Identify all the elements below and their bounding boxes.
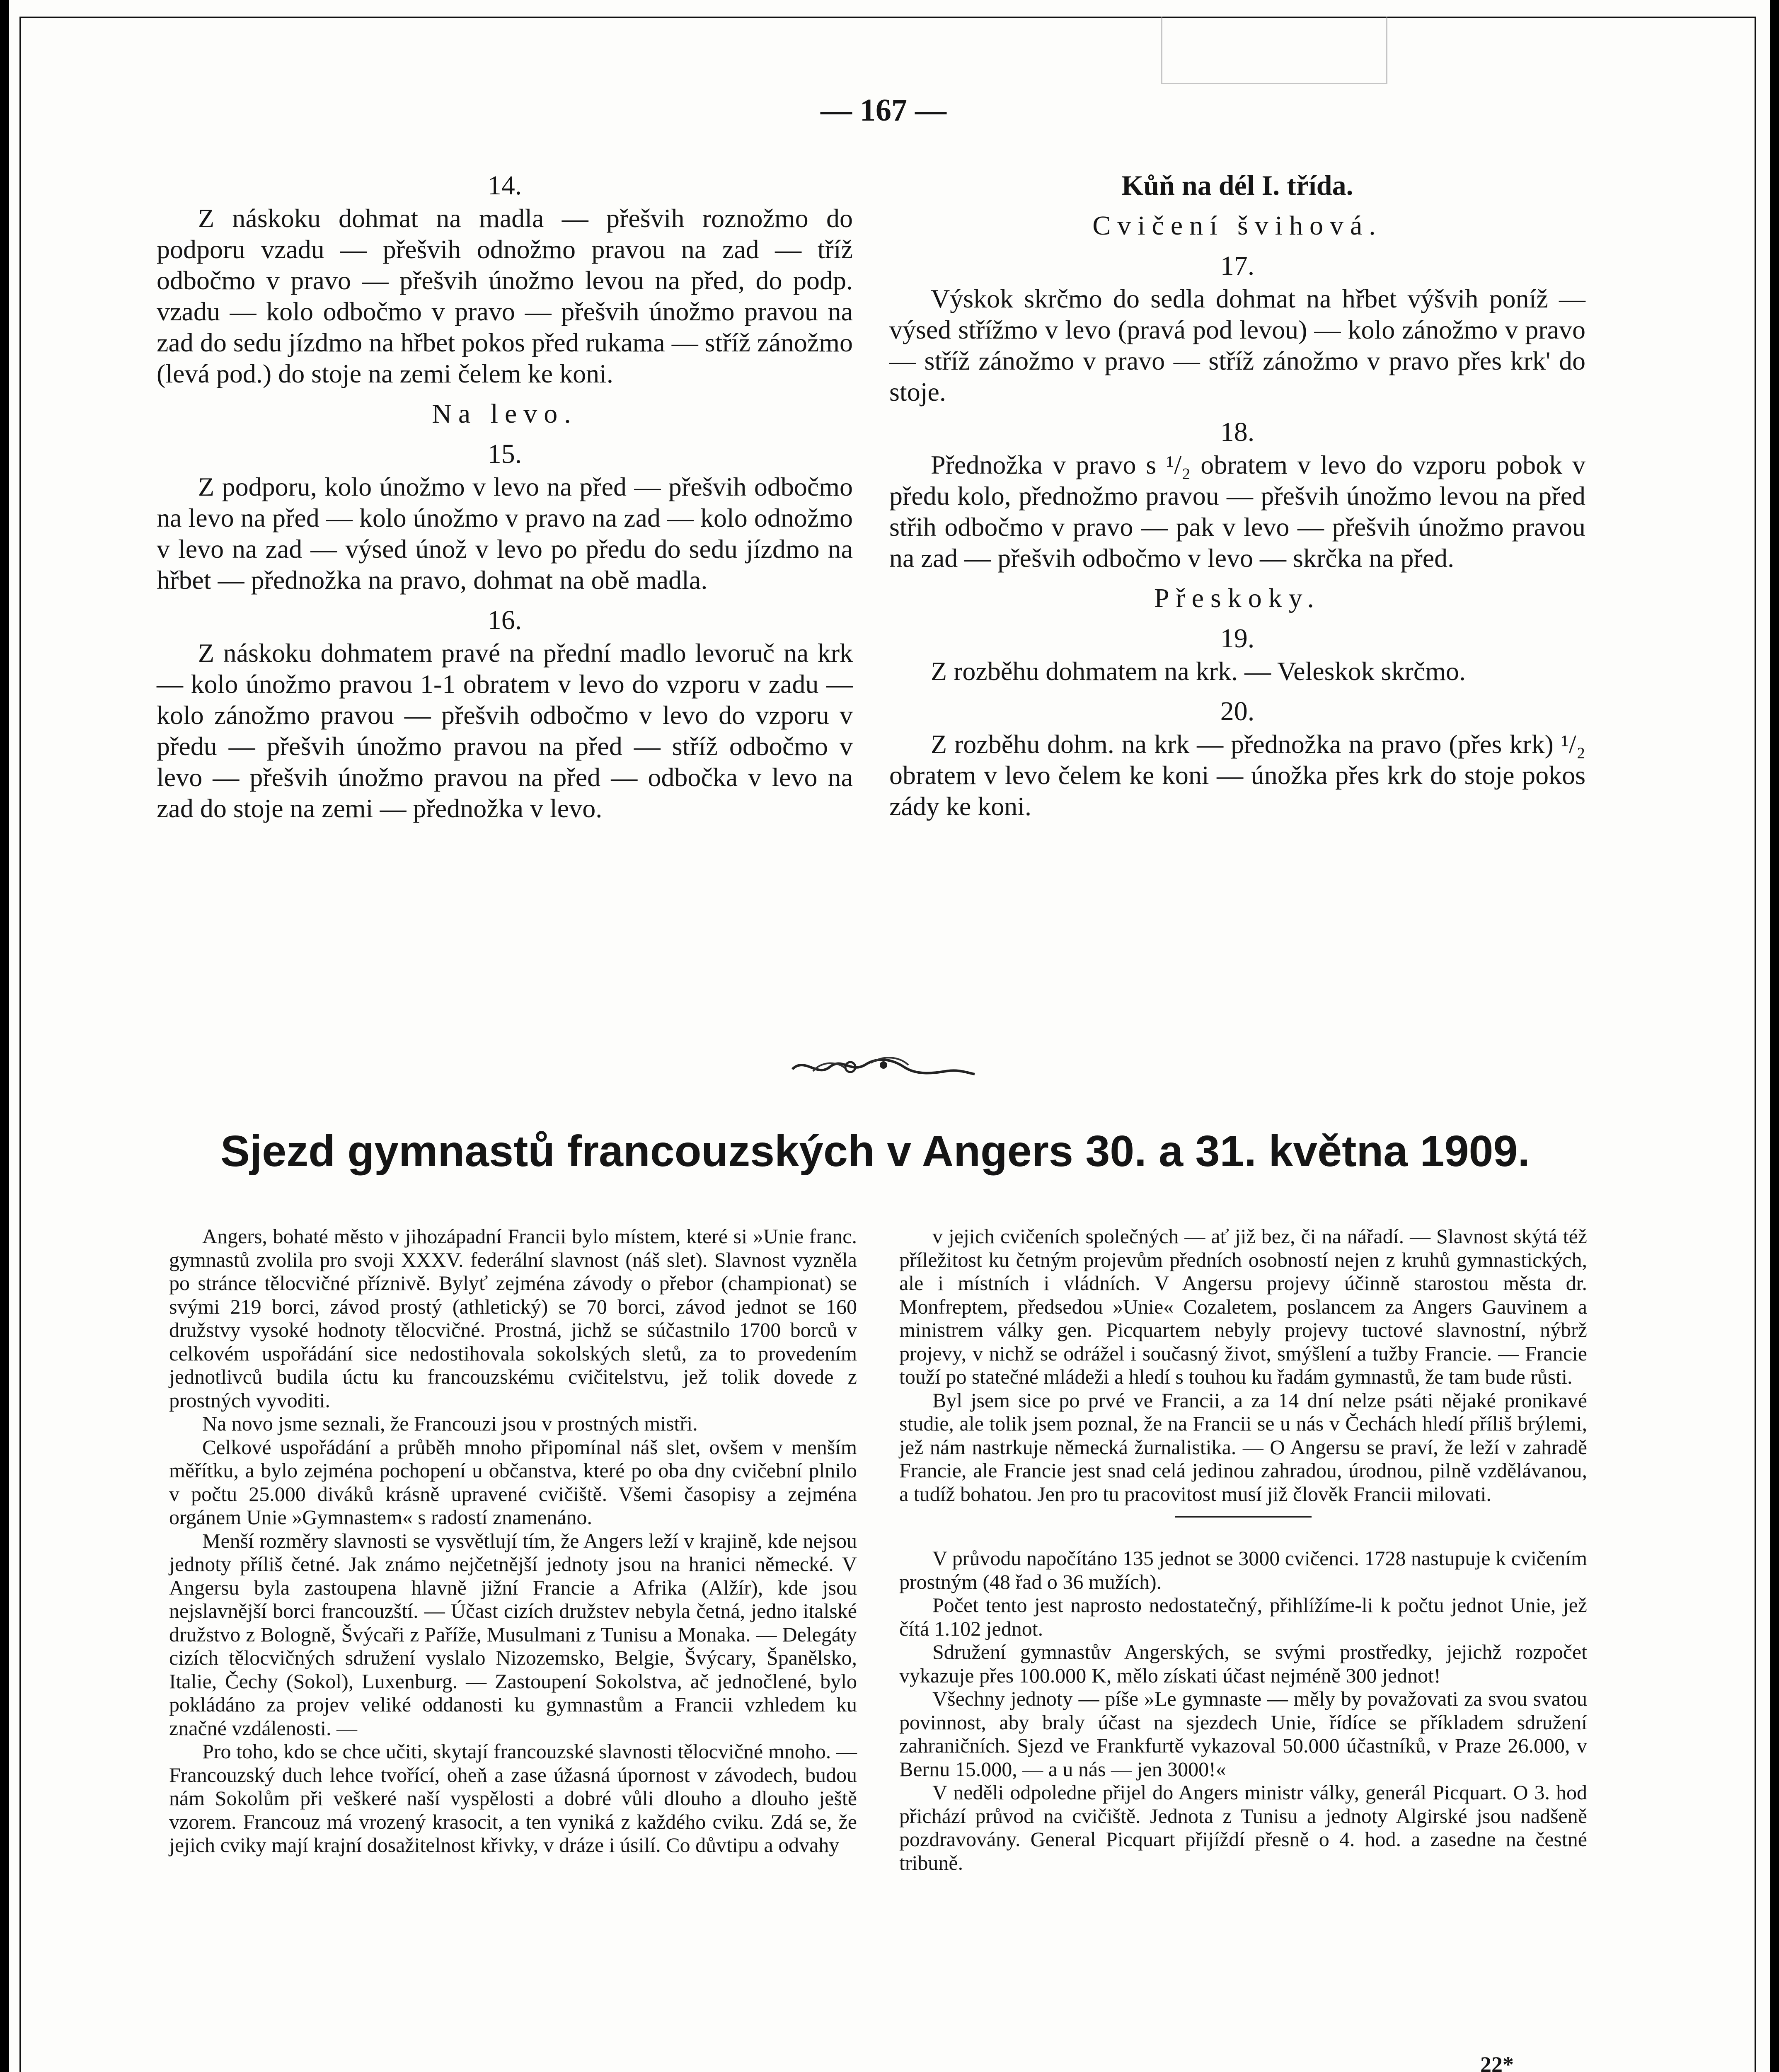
section-heading: Cvičení švihová. bbox=[1092, 211, 1382, 241]
right-exercise-column bbox=[889, 170, 1585, 822]
exercise-number: 16. bbox=[487, 605, 522, 635]
printer-signature: 22* bbox=[1480, 2052, 1514, 2072]
article-headline: Sjezd gymnastů francouzských v Angers 30. a 31. května 1909. bbox=[220, 1127, 1530, 1176]
section-rule bbox=[1175, 1516, 1312, 1518]
article-paragraph: Byl jsem sice po prvé ve Francii, a za 14 dní nelze psáti nějaké pronikavé studie, ale tolik jsem poznal, že na Francii se u nás v Čechách hledí příliš brýlemi, jež nám nastrkuje německá žurnalistika. — O Angersu se praví, že leží v zahradě Francie, ale Francie jest snad celá jedinou zahradou, úrodnou, pilně vzdělávanou, a tudíž bohatou. Jen pro tu pracovitost musí již člověk Francii milovati. bbox=[899, 1388, 1587, 1506]
library-stamp-mark bbox=[1161, 17, 1387, 84]
exercise-text: Z rozběhu dohmatem na krk. — Veleskok skrčmo. bbox=[931, 656, 1466, 686]
article-paragraph: Celkové uspořádání a průběh mnoho připomínal náš slet, ovšem v menším měřítku, a bylo zejména pochopení u občanstva, které po oba dny cvičební plnilo v počtu 25.000 diváků krásně upravené cvičiště. Všemi časopisy a zejména orgánem Unie »Gymnastem« s radostí znamenáno. bbox=[169, 1435, 857, 1529]
page-number: — 167 — bbox=[821, 93, 946, 128]
exercise-text: Z náskoku dohmat na madla — přešvih roznožmo do podporu vzadu — přešvih odnožmo pravou na zad — tříž odbočmo v pravo — přešvih únožmo levou na před, do podp. vzadu — kolo odbočmo v pravo — přešvih únožmo pravou na zad do sedu jízdmo na hřbet pokos před rukama — stříž zánožmo (levá pod.) do stoje na zemi čelem ke koni. bbox=[157, 203, 853, 388]
article-left-column bbox=[169, 1225, 857, 1857]
article-paragraph: Počet tento jest naprosto nedostatečný, přihlížíme-li k počtu jednot Unie, jež čítá 1.102 jednot. bbox=[899, 1593, 1587, 1640]
scanned-page bbox=[9, 0, 1770, 2072]
exercise-number: 19. bbox=[1220, 623, 1255, 654]
left-exercise-column bbox=[157, 170, 853, 824]
article-paragraph: Pro toho, kdo se chce učiti, skytají francouzské slavnosti tělocvičné mnoho. — Francouzský duch lehce tvořící, oheň a zase úžasná úpornost v závodech, budou nám Sokolům při veškeré naší vyspělosti a dobré vůli dlouho a dlouho ještě vzorem. Francouz má vrozený krasocit, a ten vyniká z každého cviku. Zdá se, že jejich cviky mají krajní dosažitelnost křivky, v dráze i úsilí. Co důvtipu a odvahy bbox=[169, 1740, 857, 1857]
article-paragraph: Všechny jednoty — píše »Le gymnaste — měly by považovati za svou svatou povinnost, aby braly účast na sjezdech Unie, řídíce se příkladem sdružení zahraničních. Sjezd ve Frankfurtě vykazoval 50.000 účastníků, v Praze 26.000, v Bernu 15.000, — a u nás — jen 3000!« bbox=[899, 1687, 1587, 1781]
exercise-number: 20. bbox=[1220, 696, 1255, 726]
section-heading: Přeskoky. bbox=[1154, 583, 1321, 613]
exercise-text: Z náskoku dohmatem pravé na přední madlo levoruč na krk — kolo únožmo pravou 1-1 obratem v levo do vzporu v zadu — kolo zánožmo pravou — přešvih odbočmo v levo do vzporu v předu — přešvih únožmo pravou na před — stříž odbočmo v levo — přešvih únožmo pravou na před — odbočka v levo na zad do stoje na zemi — přednožka v levo. bbox=[157, 638, 853, 823]
section-heading: Na levo. bbox=[432, 399, 578, 429]
article-paragraph: Menší rozměry slavnosti se vysvětlují tím, že Angers leží v krajině, kde nejsou jednoty příliš četné. Jak známo nejčetnější jednoty jsou na hranici německé. V Angersu byla zastoupena hlavně jižní Francie a Afrika (Alžír), kde jsou nejslavnější borci francouzští. — Účast cizích družstev nebyla četná, jedno italské družstvo z Bologně, Švýcaři z Paříže, Musulmani z Tunisu a Monaka. — Delegáty cizích tělocvičných sdružení vyslalo Nizozemsko, Belgie, Švýcary, Španělsko, Italie, Čechy (Sokol), Luxenburg. — Zastoupení Sokolstva, ač jednočlené, bylo pokládáno za projev veliké oddanosti ku gymnastům a Francii vzhledem ku značné vzdálenosti. — bbox=[169, 1529, 857, 1740]
exercise-text: Z rozběhu dohm. na krk — přednožka na pravo (přes krk) ¹/₂ obratem v levo čelem ke koni — únožka přes krk do stoje pokos zády ke koni. bbox=[889, 729, 1585, 821]
exercise-number: 18. bbox=[1220, 417, 1255, 447]
exercise-text: Přednožka v pravo s ¹/₂ obratem v levo do vzporu pobok v předu kolo, přednožmo pravou — přešvih únožmo levou na před střih odbočmo v pravo — pak v levo — přešvih únožmo pravou na zad — přešvih odbočmo v levo — skrčka na před. bbox=[889, 450, 1585, 573]
article-paragraph: Na novo jsme seznali, že Francouzi jsou v prostných mistři. bbox=[202, 1412, 698, 1435]
article-paragraph: Angers, bohaté město v jihozápadní Francii bylo místem, které si »Unie franc. gymnastů zvolila pro svoji XXXV. federální slavnost (náš slet). Slavnost vyzněla po stránce tělocvičné příznivě. Bylyť zejména závody o přebor (championat) se svými 219 borci, závod prostý (athletický) se 70 borci, závod jednot se 160 družstvy vysoké hodnoty tělocvičné. Prostná, jichž se súčastnilo 1700 borců v celkovém uspořádání sice nedostihovala sokolských sletů, za to provedením jednotlivců budila úctu ku francouzskému cvičitelstvu, jež tolik dovede z prostných vyvoditi. bbox=[169, 1225, 857, 1412]
ornament-divider bbox=[788, 1048, 979, 1086]
exercise-number: 15. bbox=[487, 439, 522, 469]
article-paragraph: V průvodu napočítáno 135 jednot se 3000 cvičenci. 1728 nastupuje k cvičením prostným (48 řad o 36 mužích). bbox=[899, 1547, 1587, 1593]
exercise-number: 14. bbox=[487, 170, 522, 201]
exercise-text: Z podporu, kolo únožmo v levo na před — přešvih odbočmo na levo na před — kolo únožmo v pravo na zad — kolo odnožmo v levo na zad — výsed únož v levo po předu do sedu jízdmo na hřbet — přednožka na pravo, dohmat na obě madla. bbox=[157, 472, 853, 595]
article-paragraph: v jejich cvičeních společných — ať již bez, či na nářadí. — Slavnost skýtá též příležitost ku četným projevům předních osobností nejen z kruhů gymnastických, ale i místních i vládních. V Angersu projevy účinně starostou města dr. Monfreptem, předsedou »Unie« Cozaletem, poslancem za Angers Gauvinem a ministrem války gen. Picquartem nebyly projevy tuctové slavnostní, nýbrž projevy, v nichž se odrážel i současný život, smýšlení a tužby Francie. — Francie touží po statečné mládeži a hledí s touhou ku řadám gymnastů, že tam bude růsti. bbox=[899, 1225, 1587, 1388]
exercise-text: Výskok skrčmo do sedla dohmat na hřbet výšvih poníž — výsed střížmo v levo (pravá pod levou) — kolo zánožmo v pravo — stříž zánožmo v pravo — stříž zánožmo v pravo přes krk' do stoje. bbox=[889, 284, 1585, 407]
apparatus-title: Kůň na dél I. třída. bbox=[1121, 169, 1353, 201]
article-paragraph: V neděli odpoledne přijel do Angers ministr války, generál Picquart. O 3. hod přichází průvod na cvičiště. Jednota z Tunisu a jednoty Algirské jsou nadšeně pozdravovány. General Picquart přijíždí přesně o 4. hod. a zasedne na čestné tribuně. bbox=[899, 1781, 1587, 1874]
article-right-column bbox=[899, 1225, 1587, 1874]
article-paragraph: Sdružení gymnastův Angerských, se svými prostředky, jejichž rozpočet vykazuje přes 100.000 K, mělo získati účast nejméně 300 jednot! bbox=[899, 1640, 1587, 1687]
exercise-number: 17. bbox=[1220, 251, 1255, 281]
